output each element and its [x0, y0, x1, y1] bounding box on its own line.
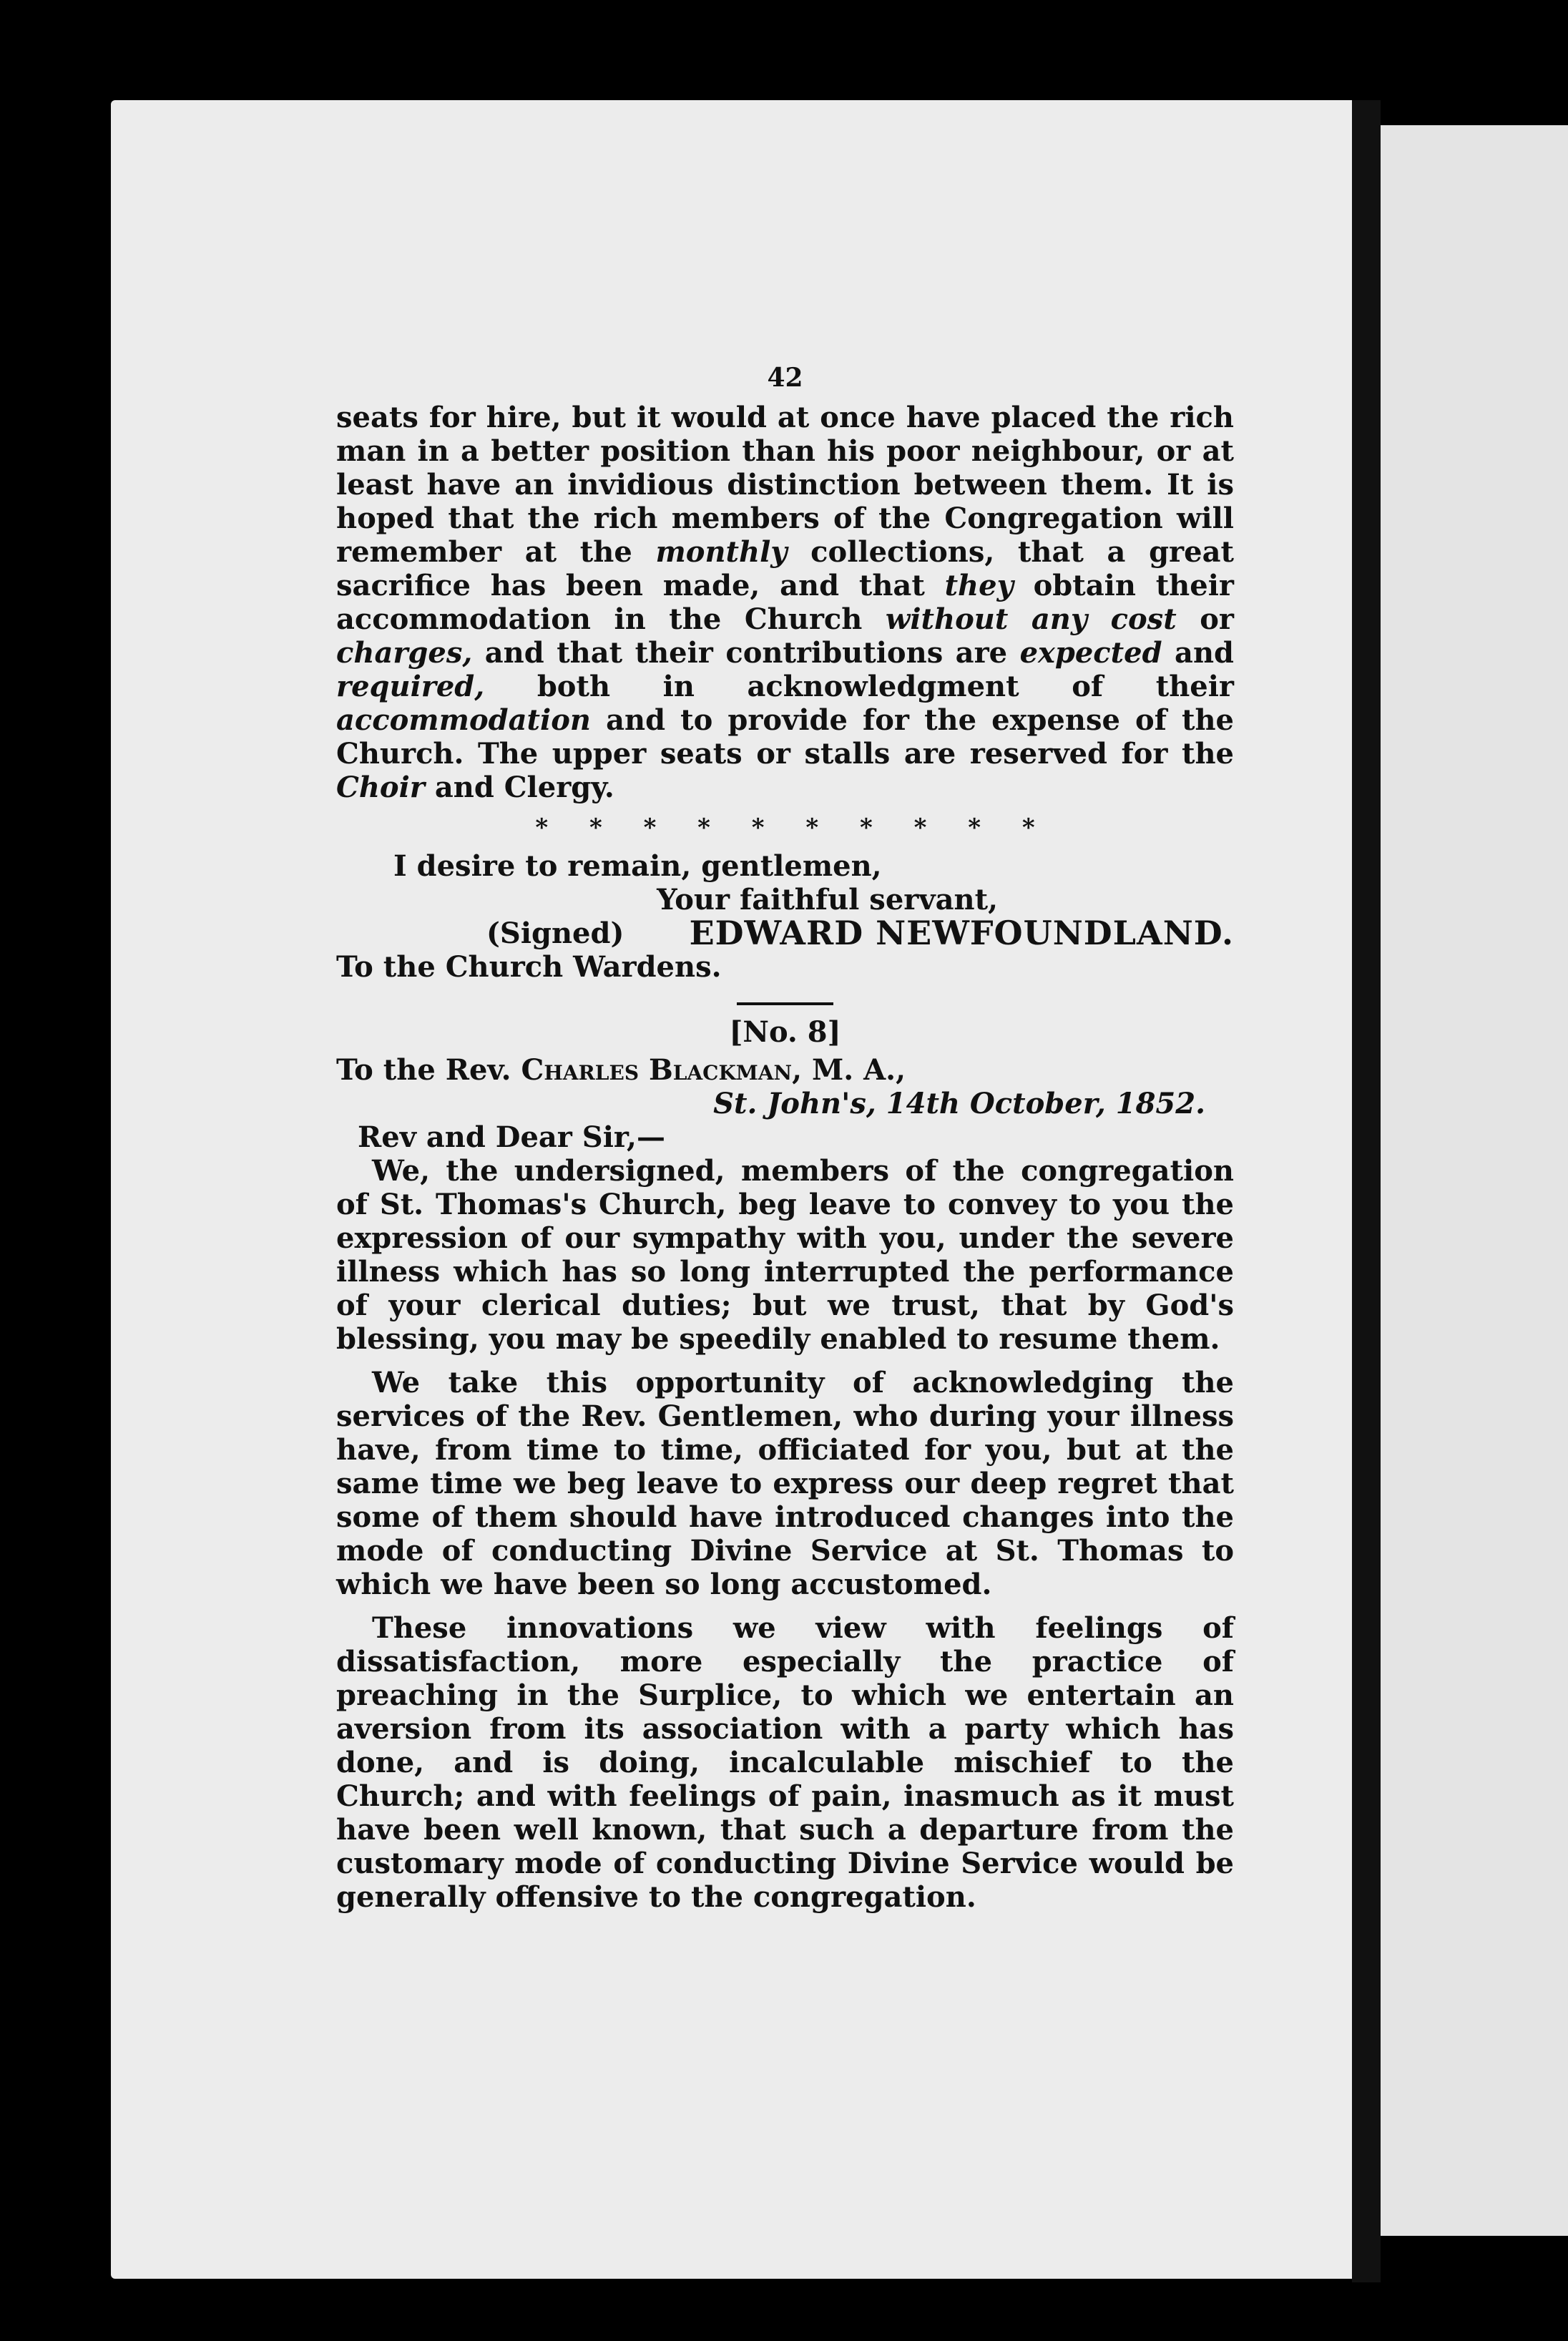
paragraph-innovations: These innovations we view with feelings of dissatisfaction, more especially the practice of preaching in the Surplice, to which we entertain an aversion from its association with a party which has done, and is doing, incalculable mischief to the Church; and with feelings of pain, inasmuch as it must have been well known, that such a departure from the customary mode of conducting Divine Service would be generally offensive to the congregation.	[336, 1611, 1234, 1914]
section-rule	[737, 1002, 833, 1005]
letter-date: St. John's, 14th October, 1852.	[713, 1087, 1205, 1120]
paragraph-sympathy: We, the undersigned, members of the congregation of St. Thomas's Church, beg leave to convey to you the expression of our sympathy with you, under the severe illness which has so long interrupted the performance of your clerical duties; but we trust, that by God's blessing, you may be speedily enabled to resume them.	[336, 1154, 1234, 1356]
valediction: Your faithful servant,	[657, 883, 998, 917]
adjacent-page	[1381, 125, 1568, 2236]
page-gutter	[1352, 100, 1381, 2282]
addressee-wardens: To the Church Wardens.	[336, 950, 722, 984]
salutation: Rev and Dear Sir,—	[358, 1120, 665, 1154]
page-text-block	[336, 361, 1234, 1914]
signer-name: EDWARD NEWFOUNDLAND.	[689, 914, 1234, 952]
letter-address: To the Rev. Charles Blackman, M. A.,	[336, 1053, 906, 1087]
paragraph-services: We take this opportunity of acknowledging the services of the Rev. Gentlemen, who during your illness have, from time to time, officiated for you, but at the same time we beg leave to express our deep regret that some of them should have introduced changes into the mode of conducting Divine Service at St. Thomas to which we have been so long accustomed.	[336, 1366, 1234, 1601]
paragraph-seats: seats for hire, but it would at once have placed the rich man in a better position than his poor neighbour, or at least have an invidious distinction between them. It is hoped that the rich members of the Congregation will remember at the monthly collections, that a great sacrifice has been made, and that they obtain their accommodation in the Church without any cost or charges, and that their contributions are expected and required, both in acknowledgment of their accommodation and to provide for the expense of the Church. The upper seats or stalls are reserved for the Choir and Clergy.	[336, 401, 1234, 804]
document-number: [No. 8]	[729, 1015, 841, 1049]
page-number: 42	[767, 363, 803, 393]
closing-line: I desire to remain, gentlemen,	[393, 849, 882, 883]
asterism: * * * * * * * * * *	[535, 813, 1035, 842]
signed-label: (Signed)	[486, 917, 624, 950]
signature-row	[336, 914, 1234, 952]
